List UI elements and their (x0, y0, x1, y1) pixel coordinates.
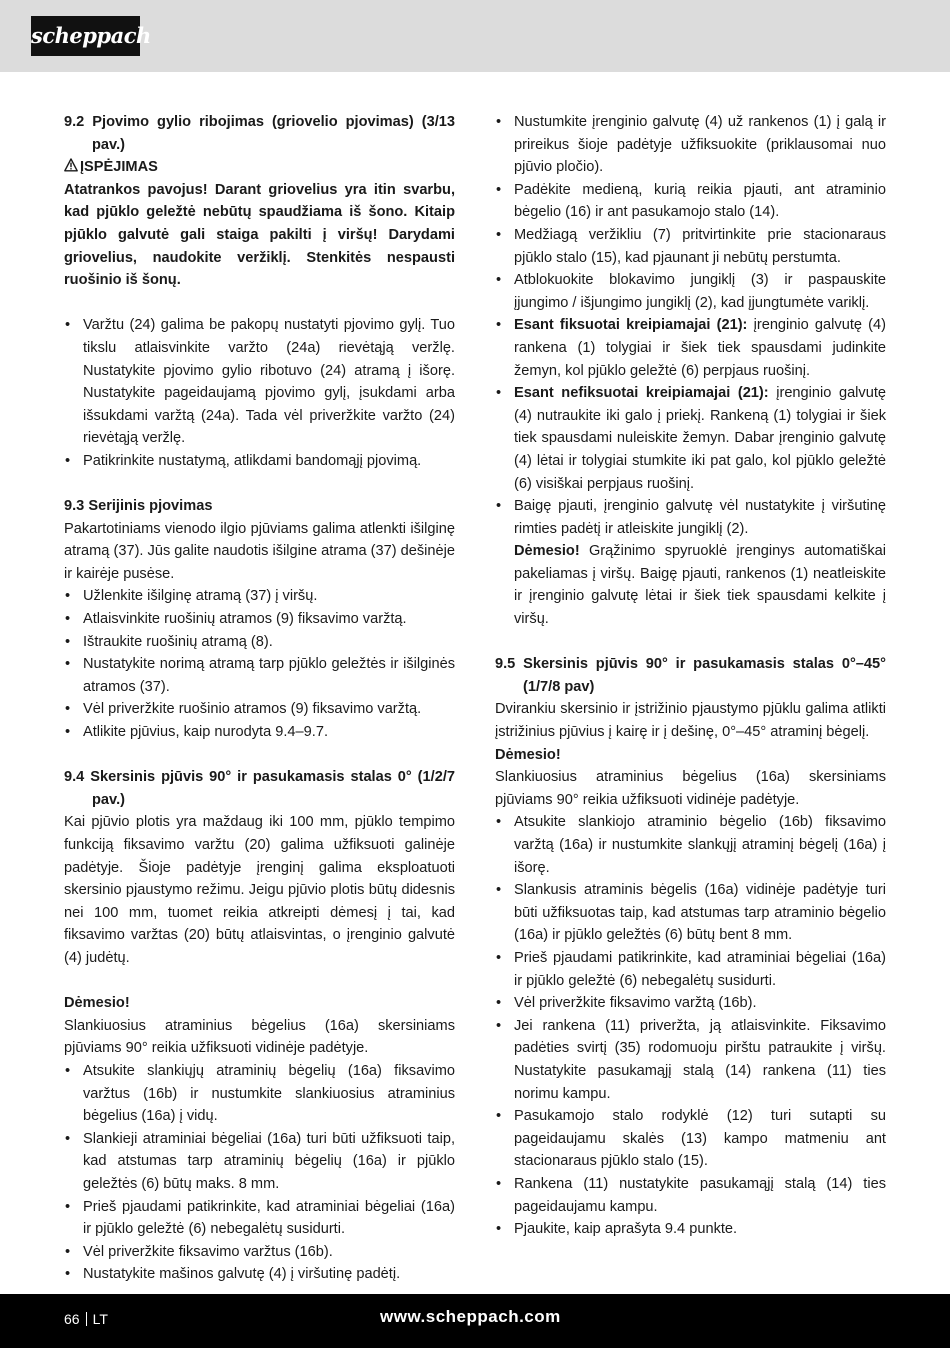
brand-logo (31, 16, 151, 56)
right-column (495, 111, 886, 1241)
list-item: • Slankieji atraminiai bėgeliai (16a) turi būti užfiksuoti taip, kad atstumas tarp atraminių bėgelių (16a) ir pjūklo geležtės (6) būtų maks. 8 mm. (64, 1128, 455, 1196)
list-item: • Vėl priveržkite fiksavimo varžtus (16b). (64, 1241, 455, 1264)
list-item: • Pasukamojo stalo rodyklė (12) turi sutapti su pageidaujamu skalės (13) kampo matmeniu ant stacionaraus pjūklo stalo (15). (495, 1105, 886, 1173)
left-column (64, 111, 455, 1286)
list-item: • Atsukite slankiųjų atraminių bėgelių (16a) fiksavimo varžtus (16b) ir nustumkite slankiuosius atraminius bėgelius (16a) į vidų. (64, 1060, 455, 1128)
section-9-3-list (64, 585, 455, 743)
list-item: • Patikrinkite nustatymą, atlikdami bandomąjį pjovimą. (64, 450, 455, 473)
warning-label: ĮSPĖJIMAS (80, 159, 158, 176)
warning-triangle-icon (64, 158, 78, 172)
section-9-5-list (495, 811, 886, 1240)
footer-divider (86, 1312, 87, 1326)
list-item: • Vėl priveržkite fiksavimo varžtą (16b). (495, 992, 886, 1015)
language-code: LT (92, 1311, 108, 1327)
list-item-fixed-guide (495, 314, 886, 382)
fixed-guide-text: įrenginio galvutę (4) rankena (1) tolygiai ir šiek tiek spausdami judinkite žemyn, kol pjūklo geležtė (6) perpjaus ruošinį. (514, 317, 886, 379)
procedure-list (495, 111, 886, 631)
section-9-2-title: 9.2 Pjovimo gylio ribojimas (griovelio pjovimas) (3/13 pav.) (64, 114, 455, 153)
list-item: • Atlikite pjūvius, kaip nurodyta 9.4–9.7. (64, 721, 455, 744)
list-item: • Vėl priveržkite ruošinio atramos (9) fiksavimo varžtą. (64, 698, 455, 721)
list-item: • Prieš pjaudami patikrinkite, kad atraminiai bėgeliai (16a) ir pjūklo geležtė (6) nebegalėtų susidurti. (495, 947, 886, 992)
website-link[interactable]: www.scheppach.com (380, 1307, 561, 1326)
list-item: • Padėkite medieną, kurią reikia pjauti, ant atraminio bėgelio (16) ir ant pasukamojo stalo (14). (495, 179, 886, 224)
list-item: • Nustatykite norimą atramą tarp pjūklo geležtės ir išilginės atramos (37). (64, 653, 455, 698)
list-item: • Nustatykite mašinos galvutę (4) į viršutinę padėtį. (64, 1263, 455, 1286)
list-item: • Rankena (11) nustatykite pasukamąjį stalą (14) ties pageidaujamu kampu. (495, 1173, 886, 1218)
list-item: • Atsukite slankiojo atraminio bėgelio (16b) fiksavimo varžtą (16a) ir nustumkite slankųjį atraminį bėgelį (16a) į išorę. (495, 811, 886, 879)
section-9-4-title: 9.4 Skersinis pjūvis 90° ir pasukamasis stalas 0° (1/2/7 pav.) (64, 769, 455, 808)
note-text: Grąžinimo spyruoklė įrenginys automatiškai pakeliamas į viršų. Baigę pjauti, rankenos (1) neatleiskite ir įrenginio galvutę lėtai ir šiek tiek spausdami kelkite į viršų. (514, 543, 886, 628)
logo-text: scheppach (31, 23, 151, 48)
section-9-3-title: 9.3 Serijinis pjovimas (64, 498, 213, 515)
list-item: • Atblokuokite blokavimo jungiklį (3) ir paspauskite įjungimo / išjungimo jungiklį (2), kad įjungtumėte variklį. (495, 269, 886, 314)
page-footer (0, 1294, 950, 1348)
page-number (64, 1311, 108, 1327)
attention-label: Dėmesio! (495, 746, 561, 763)
note-label: Dėmesio! (514, 543, 580, 560)
warning-text: Atatrankos pavojus! Darant griovelius yra itin svarbu, kad pjūklo geležtė nebūtų spaudžiama iš šono. Kitaip pjūklo galvutė gali staiga pakilti į viršų! Darydami griovelius, naudokite veržiklį. Stenkitės nespausti ruošinio iš šonų. (64, 181, 455, 289)
section-9-5-intro: Dvirankiu skersinio ir įstrižinio pjaustymo pjūklu galima atlikti įstrižinius pjūvius į kairę ir į dešinę, 0°–45° atraminį bėgelį. (495, 701, 886, 741)
list-item: • Prieš pjaudami patikrinkite, kad atraminiai bėgeliai (16a) ir pjūklo geležtė (6) nebegalėtų susidurti. (64, 1196, 455, 1241)
page-header (0, 0, 950, 72)
unfixed-guide-text: įrenginio galvutę (4) nutraukite iki galo į priekį. Rankeną (1) tolygiai ir šiek tiek spausdami nuleiskite žemyn. Dabar įrenginio galvutę (4) lėtai ir tolygiai stumkite iki pat galo, kol pjūklo geležtė (6) visiškai perpjaus ruošinį. (514, 385, 887, 492)
list-item: • Užlenkite išilginę atramą (37) į viršų. (64, 585, 455, 608)
section-9-3-intro: Pakartotiniams vienodo ilgio pjūviams galima atlenkti išilginę atramą (37). Jūs galite naudotis išilgine atrama (37) dešinėje ir kairėje pusėse. (64, 520, 455, 582)
attention-label: Dėmesio! (64, 995, 130, 1012)
attention-text: Slankiuosius atraminius bėgelius (16a) skersiniams pjūviams 90° reikia užfiksuoti vidinėje padėtyje. (495, 769, 886, 808)
list-item: • Jei rankena (11) priveržta, ją atlaisvinkite. Fiksavimo padėties svirtį (35) rodomuoju pirštu patraukite į viršų. Nustatykite pasukamąjį stalą (14) rankena (11) ties norimu kampu. (495, 1015, 886, 1105)
list-item: • Slankusis atraminis bėgelis (16a) vidinėje padėtyje turi būti užfiksuotas taip, kad atstumas tarp atraminio bėgelio (16a) ir pjūklo geležtės (6) būtų bent 8 mm. (495, 879, 886, 947)
unfixed-guide-label: Esant nefiksuotai kreipiamajai (21): (514, 385, 769, 402)
warning-heading (64, 156, 455, 179)
list-item-unfixed-guide (495, 382, 886, 495)
list-item: • Nustumkite įrenginio galvutę (4) už rankenos (1) į galą ir prireikus šioje padėtyje užfiksuokite (priklausomai nuo pjūvio pločio). (495, 111, 886, 179)
list-item: • Atlaisvinkite ruošinių atramos (9) fiksavimo varžtą. (64, 608, 455, 631)
section-9-4-intro: Kai pjūvio plotis yra maždaug iki 100 mm, pjūklo tempimo funkciją fiksavimo varžtu (20) galima užfiksuoti galinėje padėtyje. Šioje padėtyje įrenginį galima eksploatuoti skersinio pjaustymo režimu. Jeigu pjūvio plotis būtų didesnis nei 100 mm, tuomet reikia atkreipti dėmesį į tai, kad fiksavimo varžtas (20) būtų atlaisvintas, o įrenginio galvutė (4) judėtų. (64, 814, 455, 966)
page-number-value: 66 (64, 1311, 80, 1327)
section-9-2-list (64, 314, 455, 472)
fixed-guide-label: Esant fiksuotai kreipiamajai (21): (514, 317, 748, 334)
section-9-5-title: 9.5 Skersinis pjūvis 90° ir pasukamasis stalas 0°–45° (1/7/8 pav) (495, 656, 886, 695)
list-item: • Baigę pjauti, įrenginio galvutę vėl nustatykite į viršutinę rimties padėtį ir atleiskite jungiklį (2). (495, 495, 886, 540)
list-item: • Medžiagą veržikliu (7) pritvirtinkite prie stacionaraus pjūklo stalo (15), kad pjaunant ji nebūtų perstumta. (495, 224, 886, 269)
list-item: • Pjaukite, kaip aprašyta 9.4 punkte. (495, 1218, 886, 1241)
attention-text: Slankiuosius atraminius bėgelius (16a) skersiniams pjūviams 90° reikia užfiksuoti vidinėje padėtyje. (64, 1017, 455, 1057)
note-paragraph (495, 540, 886, 630)
section-9-4-list (64, 1060, 455, 1286)
list-item: • Varžtu (24) galima be pakopų nustatyti pjovimo gylį. Tuo tikslu atlaisvinkite varžto (24a) rievėtąją veržlę. Nustatykite pjovimo gylio ribotuvo (24) atramą į išorę. Nustatykite pageidaujamą pjovimo gylį, įsukdami arba išsukdami varžtą (24a). Tada vėl priveržkite varžto (24) rievėtąją veržlę. (64, 314, 455, 450)
list-item: • Ištraukite ruošinių atramą (8). (64, 631, 455, 654)
